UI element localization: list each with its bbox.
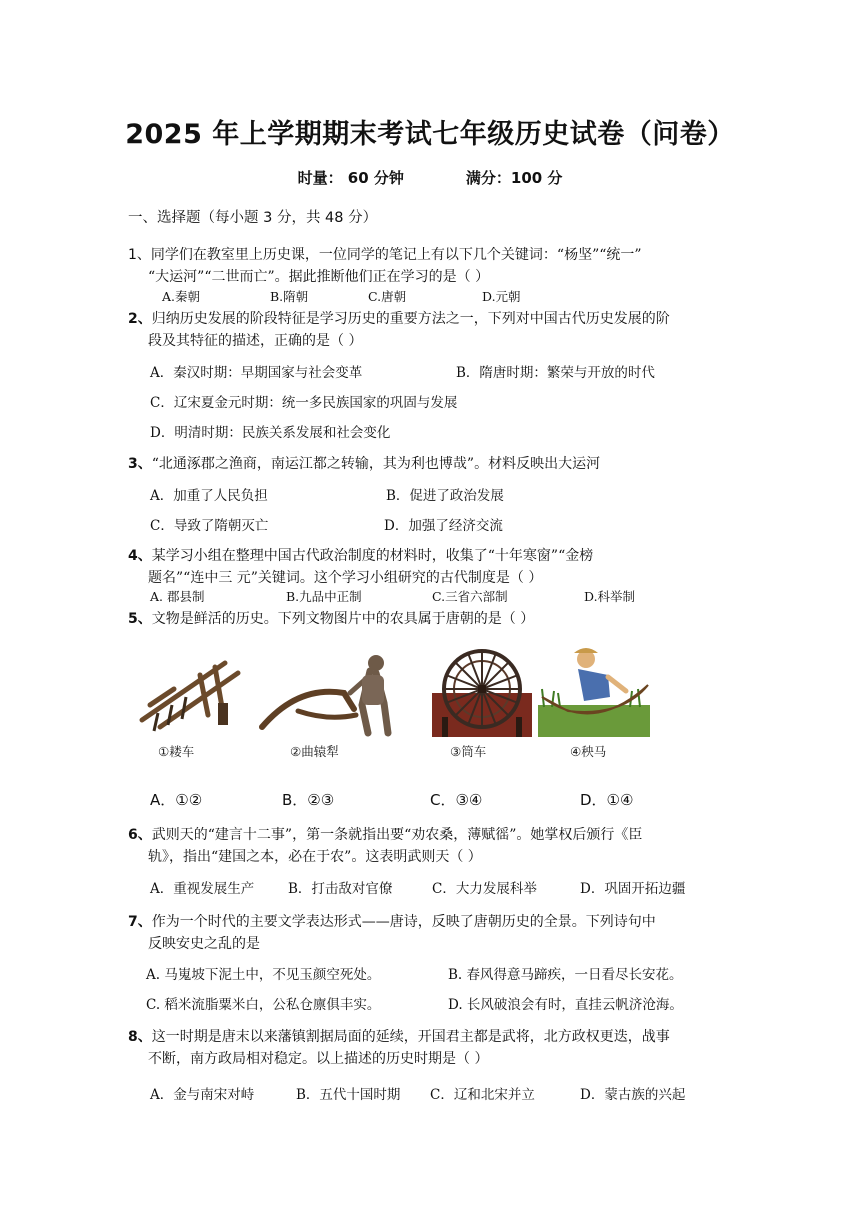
exam-full-score: 满分：100 分 (465, 169, 563, 187)
question-number: 6、 (128, 827, 152, 843)
rice-seedling-boat-icon (538, 645, 650, 737)
exam-meta (0, 167, 860, 188)
question-text: 武则天的“建言十二事”，第一条就指出要“劝农桑，薄赋徭”。她掌权后颁行《臣 (151, 827, 643, 843)
option-d: D．①④ (580, 791, 634, 809)
water-wheel-icon (432, 645, 532, 737)
option-d: D．蒙古族的兴起 (580, 1087, 686, 1103)
question-text: 同学们在教室里上历史课，一位同学的笔记上有以下几个关键词：“杨坚”“统一” (150, 247, 642, 263)
option-a: A．加重了人民负担 (150, 488, 268, 504)
option-a: A. 马嵬坡下泥土中，不见玉颜空死处。 (146, 967, 381, 983)
option-a: A．重视发展生产 (150, 881, 255, 897)
exam-title: 2025 年上学期期末考试七年级历史试卷（问卷） (125, 119, 735, 150)
question-6 (128, 824, 738, 868)
option-a: A．秦汉时期：早期国家与社会变革 (150, 365, 363, 381)
figure-caption: ④秧马 (570, 744, 607, 759)
question-text: 作为一个时代的主要文学表达形式——唐诗，反映了唐朝历史的全景。下列诗句中 (151, 914, 656, 930)
exam-duration: 时量： 60 分钟 (297, 169, 404, 187)
question-number: 3、 (128, 456, 152, 472)
question-5 (128, 608, 738, 630)
option-d: D．加强了经济交流 (384, 518, 503, 534)
option-a: A.秦朝 (162, 289, 201, 304)
option-b: B．隋唐时期：繁荣与开放的时代 (456, 365, 655, 381)
question-number: 5、 (128, 611, 152, 627)
question-text: 这一时期是唐末以来藩镇割据局面的延续，开国君主都是武将，北方政权更迭，战事 (151, 1029, 670, 1045)
question-text-cont: 题名”“连中三 元”关键词。这个学习小组研究的古代制度是（ ） (148, 570, 543, 586)
question-number: 7、 (128, 914, 152, 930)
question-8 (128, 1026, 738, 1070)
question-number: 2、 (128, 311, 152, 327)
question-1 (128, 244, 738, 288)
option-b: B．打击敌对官僚 (288, 881, 393, 897)
question-text-cont: 轨》，指出“建国之本，必在于农”。这表明武则天（ ） (148, 849, 482, 865)
question-text: 文物是鲜活的历史。下列文物图片中的农具属于唐朝的是（ ） (151, 611, 535, 627)
option-d: D．明清时期：民族关系发展和社会变化 (150, 425, 391, 441)
option-d: D. 长风破浪会有时，直挂云帆济沧海。 (448, 997, 683, 1013)
question-text-cont: 反映安史之乱的是 (148, 936, 260, 952)
option-a: A．①② (150, 791, 203, 809)
question-text-cont: 段及其特征的描述，正确的是（ ） (148, 333, 363, 349)
option-b: B．促进了政治发展 (386, 488, 504, 504)
question-text: “北通涿郡之渔商，南运江都之转输，其为利也博哉”。材料反映出大运河 (151, 456, 601, 472)
option-b: B. 春风得意马蹄疾，一日看尽长安花。 (448, 967, 683, 983)
option-c: C．辽宋夏金元时期：统一多民族国家的巩固与发展 (150, 395, 458, 411)
section-heading: 一、选择题（每小题 3 分，共 48 分） (128, 210, 378, 226)
farm-tools-figure (130, 645, 660, 765)
question-4 (128, 545, 738, 589)
figure-caption: ③筒车 (450, 744, 487, 759)
figure-caption: ①耧车 (158, 744, 195, 759)
option-b: B.九品中正制 (286, 589, 362, 604)
option-c: C．导致了隋朝灭亡 (150, 518, 269, 534)
question-3 (128, 453, 738, 475)
question-number: 4、 (128, 548, 152, 564)
option-c: C. 稻米流脂粟米白，公私仓廪俱丰实。 (146, 997, 381, 1013)
question-text: 某学习小组在整理中国古代政治制度的材料时，收集了“十年寒窗”“金榜 (151, 548, 594, 564)
question-7 (128, 911, 738, 955)
option-c: C．③④ (430, 791, 483, 809)
option-a: A．金与南宋对峙 (150, 1087, 255, 1103)
option-d: D.科举制 (584, 589, 636, 604)
option-a: A. 郡县制 (150, 589, 205, 604)
option-d: D．巩固开拓边疆 (580, 881, 686, 897)
seed-drill-icon (130, 645, 250, 737)
figure-caption: ②曲辕犁 (290, 744, 339, 759)
question-number: 8、 (128, 1029, 152, 1045)
question-text: 归纳历史发展的阶段特征是学习历史的重要方法之一，下列对中国古代历史发展的阶 (151, 311, 670, 327)
question-2 (128, 308, 738, 352)
question-text-cont: 不断，南方政局相对稳定。以上描述的历史时期是（ ） (148, 1051, 489, 1067)
option-c: C．大力发展科举 (432, 881, 537, 897)
option-b: B．②③ (282, 791, 335, 809)
question-text-cont: “大运河”“二世而亡”。据此推断他们正在学习的是（ ） (148, 269, 490, 285)
curved-plough-icon (258, 645, 408, 737)
option-d: D.元朝 (482, 289, 521, 304)
question-number: 1、 (128, 247, 151, 263)
option-b: B.隋朝 (270, 289, 309, 304)
option-c: C.三省六部制 (432, 589, 508, 604)
option-b: B．五代十国时期 (296, 1087, 401, 1103)
option-c: C．辽和北宋并立 (430, 1087, 535, 1103)
option-c: C.唐朝 (368, 289, 407, 304)
